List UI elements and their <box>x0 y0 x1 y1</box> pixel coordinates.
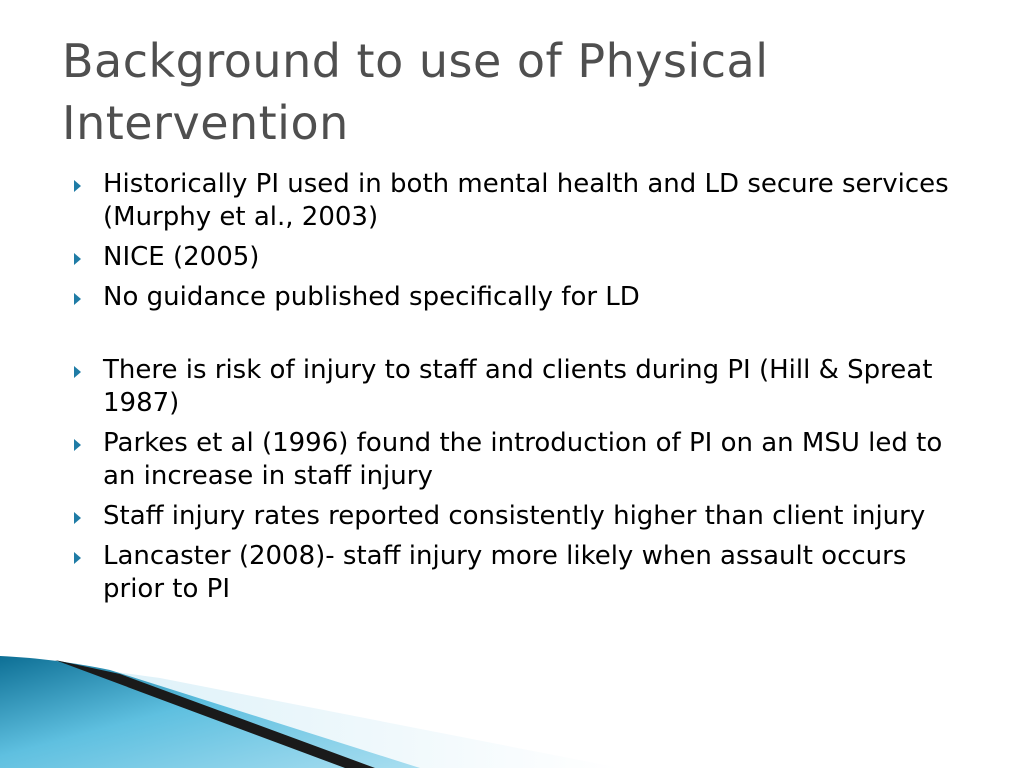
bullet-text: There is risk of injury to staff and clients during PI (Hill & Spreat 1987) <box>103 355 933 418</box>
bullet-item <box>72 500 972 533</box>
triangle-bullet-icon <box>74 366 81 378</box>
bullet-text: Historically PI used in both mental health and LD secure services (Murphy et al., 2003) <box>103 169 949 232</box>
triangle-bullet-icon <box>74 293 81 305</box>
slide-title: Background to use of Physical Intervention <box>62 34 769 150</box>
triangle-bullet-icon <box>74 512 81 524</box>
bullet-text: Staff injury rates reported consistently higher than client injury <box>103 501 926 531</box>
bullet-item <box>72 354 972 420</box>
bullet-item <box>72 168 972 234</box>
bullet-text: No guidance published specifically for LD <box>103 282 640 312</box>
triangle-bullet-icon <box>74 552 81 564</box>
triangle-bullet-icon <box>74 253 81 265</box>
bullet-item <box>72 281 972 314</box>
bullet-list <box>72 168 972 613</box>
bullet-item <box>72 540 972 606</box>
bullet-item <box>72 427 972 493</box>
bullet-text: Parkes et al (1996) found the introduction of PI on an MSU led to an increase in staff injury <box>103 428 943 491</box>
decorative-wave <box>0 638 1024 768</box>
triangle-bullet-icon <box>74 180 81 192</box>
bullet-text: Lancaster (2008)- staff injury more likely when assault occurs prior to PI <box>103 541 907 604</box>
bullet-text: NICE (2005) <box>103 242 260 272</box>
bullet-item <box>72 241 972 274</box>
triangle-bullet-icon <box>74 439 81 451</box>
